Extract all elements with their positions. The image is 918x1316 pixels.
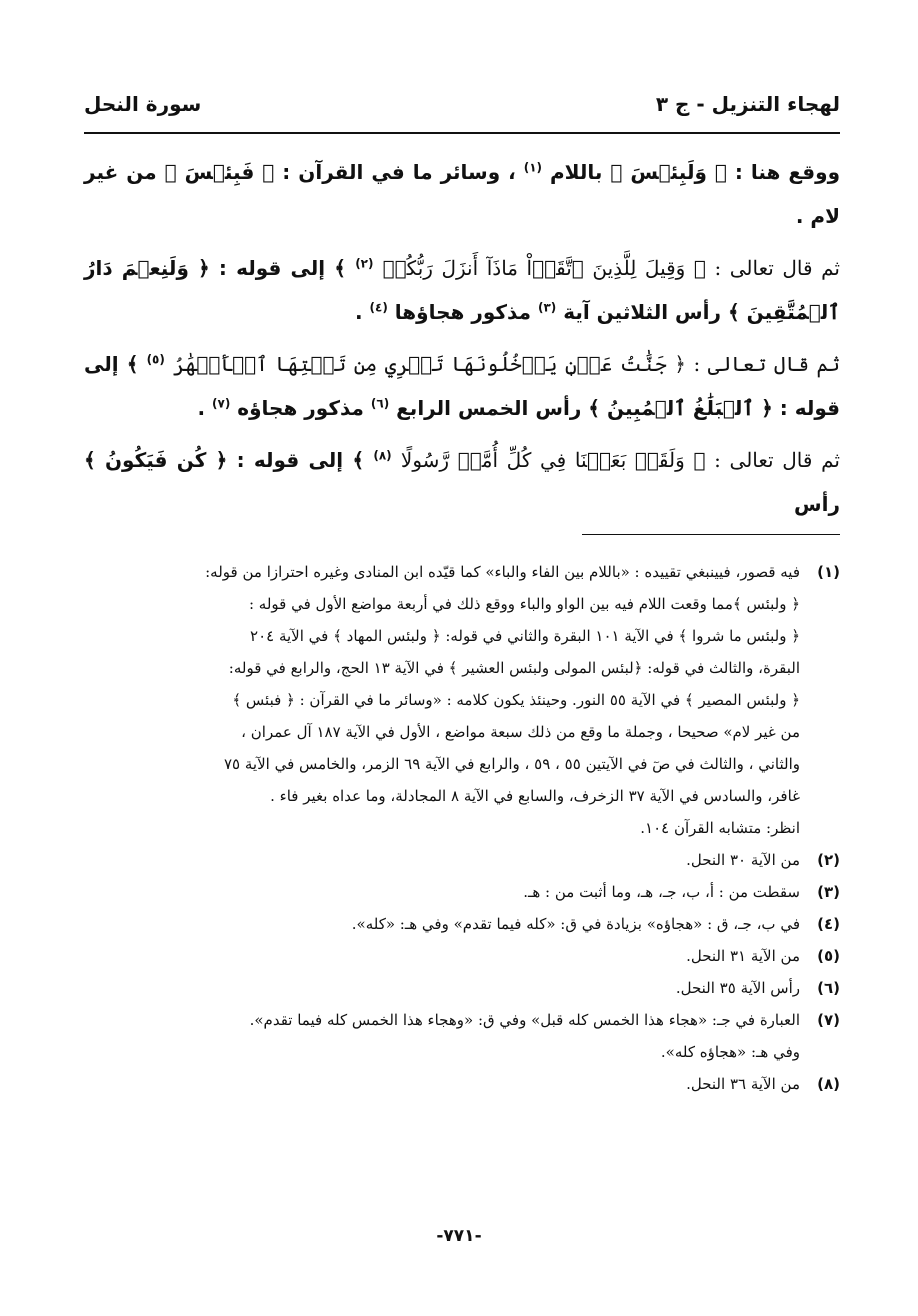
footnote-text xyxy=(84,908,800,940)
footnote-text xyxy=(84,1004,800,1068)
footnote-number: (٢) xyxy=(817,851,840,869)
footnote-ref[interactable]: (٣) xyxy=(537,300,557,315)
footnote-separator xyxy=(582,534,840,535)
footnote-ref[interactable]: (٨) xyxy=(373,448,392,463)
footnote-text xyxy=(84,844,800,876)
text-run: . xyxy=(197,396,206,420)
text-run: . xyxy=(354,300,363,324)
footnote-ref[interactable]: (٦) xyxy=(370,396,390,411)
footnote xyxy=(84,556,840,844)
footnote-text xyxy=(84,972,800,1004)
footnote-line: ﴿ ولبئس ما شروا ﴾ في الآية ١٠١ البقرة والثاني في قوله: ﴿ ولبئس المهاد ﴾ في الآية ٢٠٤ xyxy=(250,627,800,645)
running-header xyxy=(84,84,840,124)
footnote xyxy=(84,940,840,972)
footnote-number: (٣) xyxy=(817,883,840,901)
text-run: ثم قال تعالى : ﴿ وَقِيلَ لِلَّذِينَ ٱتَّقَوۡاْ مَاذَآ أَنزَلَ رَبُّكُمۡ xyxy=(382,256,840,280)
footnote-number: (٨) xyxy=(817,1075,840,1093)
footnote-line: والثاني ، والثالث في صٓ في الآيتين ٥٥ ، ٥٩ ، والرابع في الآية ٦٩ الزمر، والخامس في الآية ٧٥ xyxy=(224,755,800,773)
paragraph xyxy=(84,342,840,430)
footnote-text xyxy=(84,556,800,844)
footnote-line: انظر: متشابه القرآن ١٠٤. xyxy=(640,819,800,837)
header-rule xyxy=(84,132,840,134)
footnote-ref[interactable]: (٢) xyxy=(355,256,374,271)
footnote-number: (٦) xyxy=(817,979,840,997)
footnote-line: ﴿ ولبئس ﴾مما وقعت اللام فيه بين الواو والباء ووقع ذلك في أربعة مواضع الأول في قوله : xyxy=(248,595,800,613)
footnote-ref[interactable]: (٥) xyxy=(146,352,165,367)
paragraph xyxy=(84,438,840,526)
footnote-ref[interactable]: (١) xyxy=(523,160,543,175)
footnote-line: رأس الآية ٣٥ النحل. xyxy=(675,979,800,997)
text-run: ووقع هنا : ﴿ وَلَبِئۡسَ ﴾ باللام xyxy=(550,160,841,184)
text-run: مذكور هجاؤها xyxy=(394,300,531,324)
footnote-ref[interactable]: (٧) xyxy=(212,396,231,411)
paragraph xyxy=(84,150,840,238)
text-run: ﴾ إلى قوله : ﴿ كُن فَيَكُونُ ﴾ رأس xyxy=(84,448,840,516)
page-number: -٧٧١- xyxy=(436,1226,482,1246)
footnote-line: من الآية ٣٠ النحل. xyxy=(686,851,800,869)
footnote-number: (٧) xyxy=(817,1011,840,1029)
paragraph xyxy=(84,246,840,334)
text-run: ثم قال تعالى : ﴿ جَنَّٰتُ عَدۡنٖ يَدۡخُلُونَهَا تَجۡرِي مِن تَحۡتِهَا ٱلۡأَنۡهَٰرُ xyxy=(172,352,840,376)
footnote-line: وفي هـ: «هجاؤه كله». xyxy=(660,1043,800,1061)
text-run: ﴾ إلى قوله : ﴿ ٱلۡبَلَٰغُ ٱلۡمُبِينُ ﴾ رأس الخمس الرابع xyxy=(84,352,840,420)
footnote-text xyxy=(84,876,800,908)
footnote-line: من الآية ٣٦ النحل. xyxy=(686,1075,800,1093)
footnote-line: ﴿ ولبئس المصير ﴾ في الآية ٥٥ النور. وحينئذ يكون كلامه : «وسائر ما في القرآن : ﴿ فبئس ﴾ xyxy=(232,691,800,709)
footnote-text xyxy=(84,1068,800,1100)
footnote-line: البقرة، والثالث في قوله: ﴿لبئس المولى ولبئس العشير ﴾ في الآية ١٣ الحج، والرابع في قوله: xyxy=(228,659,800,677)
footnote xyxy=(84,876,840,908)
footnotes xyxy=(84,556,840,1100)
text-run: مذكور هجاؤه xyxy=(237,396,364,420)
footnote-number: (٥) xyxy=(817,947,840,965)
footnote-number: (١) xyxy=(817,563,840,581)
surah-title: سورة النحل xyxy=(84,92,202,116)
text-run: ﴾ إلى قوله : ﴿ وَلَنِعۡمَ دَارُ ٱلۡمُتَّقِينَ ﴾ رأس الثلاثين آية xyxy=(84,256,840,324)
footnote xyxy=(84,972,840,1004)
footnote xyxy=(84,908,840,940)
footnote xyxy=(84,1004,840,1068)
main-text xyxy=(84,150,840,534)
footnote xyxy=(84,1068,840,1100)
footnote xyxy=(84,844,840,876)
footnote-line: من الآية ٣١ النحل. xyxy=(686,947,800,965)
text-run: ثم قال تعالى : ﴿ وَلَقَدۡ بَعَثۡنَا فِي كُلِّ أُمَّةٖ رَّسُولًا xyxy=(400,448,841,472)
text-run: ، وسائر ما في القرآن : ﴿ فَبِئۡسَ ﴾ من غير لام . xyxy=(84,160,840,228)
footnote-line: غافر، والسادس في الآية ٣٧ الزخرف، والسابع في الآية ٨ المجادلة، وما عداه بغير فاء . xyxy=(270,787,800,805)
footnote-line: العبارة في جـ: «هجاء هذا الخمس كله قبل» وفي ق: «وهجاء هذا الخمس كله فيما تقدم». xyxy=(249,1011,800,1029)
footnote-line: سقطت من : أ، ب، جـ، هـ، وما أثبت من : هـ. xyxy=(523,883,800,901)
footnote-line: في ب، جـ، ق : «هجاؤه» بزيادة في ق: «كله فيما تقدم» وفي هـ: «كله». xyxy=(351,915,800,933)
footnote-number: (٤) xyxy=(817,915,840,933)
footnote-text xyxy=(84,940,800,972)
book-title: لهجاء التنزيل - ج ٣ xyxy=(655,92,840,116)
footnote-line: من غير لام» صحيحا ، وجملة ما وقع من ذلك سبعة مواضع ، الأول في الآية ١٨٧ آل عمران ، xyxy=(241,723,800,741)
footnote-ref[interactable]: (٤) xyxy=(369,300,388,315)
footnote-line: فيه قصور، فيينبغي تقييده : «باللام بين الفاء والباء» كما قيّده ابن المنادى وغيره احترازا من قوله: xyxy=(205,563,800,581)
